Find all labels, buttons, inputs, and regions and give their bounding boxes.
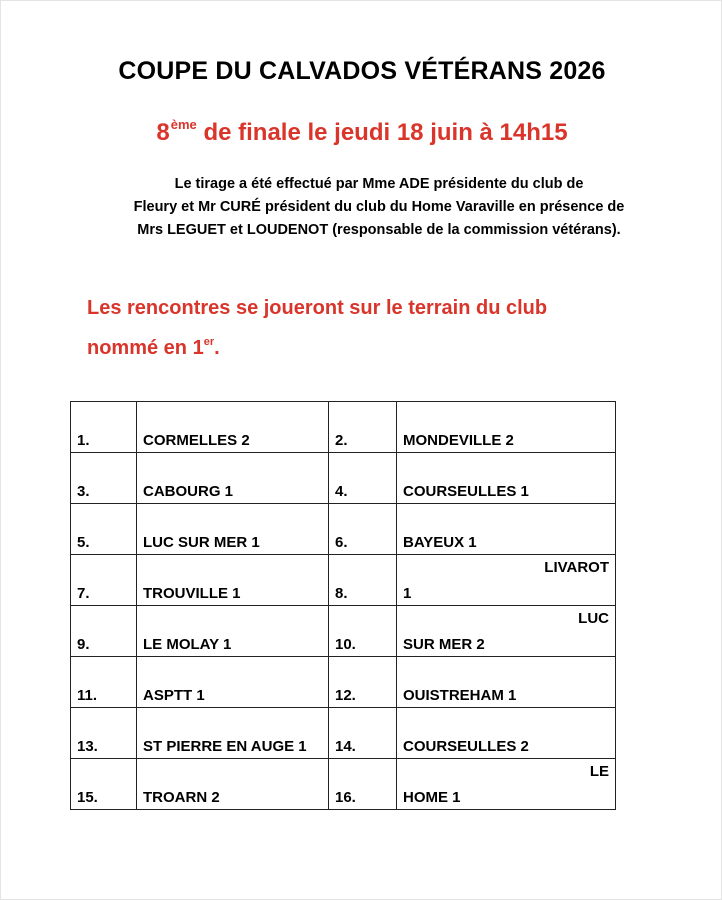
away-team: COURSEULLES 2 — [397, 708, 616, 759]
home-team: CABOURG 1 — [137, 453, 329, 504]
table-row — [71, 453, 616, 504]
away-team-remainder: 1 — [403, 585, 412, 602]
home-team: CORMELLES 2 — [137, 402, 329, 453]
away-team: OUISTREHAM 1 — [397, 657, 616, 708]
round-number: 8 — [156, 119, 170, 146]
home-team: LE MOLAY 1 — [137, 606, 329, 657]
home-seed-number: 3. — [71, 453, 137, 504]
round-suffix: ème — [170, 117, 197, 132]
home-seed-number: 15. — [71, 759, 137, 810]
away-seed-number: 2. — [329, 402, 397, 453]
table-row — [71, 555, 616, 606]
away-team: BAYEUX 1 — [397, 504, 616, 555]
away-team-wrapped-part: LE — [589, 763, 609, 780]
draw-table-body — [71, 402, 616, 810]
page-title: COUPE DU CALVADOS VÉTÉRANS 2026 — [118, 57, 606, 85]
match-date-heading — [1, 117, 722, 147]
venue-note-line: Les rencontres se joueront sur le terrain du club — [87, 297, 548, 319]
home-seed-number: 9. — [71, 606, 137, 657]
table-row — [71, 759, 616, 810]
home-team: ASPTT 1 — [137, 657, 329, 708]
away-team-remainder: SUR MER 2 — [403, 636, 485, 653]
away-team-wrapped-part: LIVAROT — [544, 559, 609, 576]
venue-note-end: . — [214, 337, 220, 359]
home-team: ST PIERRE EN AUGE 1 — [137, 708, 329, 759]
home-seed-number: 7. — [71, 555, 137, 606]
intro-line: Le tirage a été effectué par Mme ADE présidente du club de — [174, 176, 584, 192]
away-team — [397, 606, 616, 657]
intro-line: Mrs LEGUET et LOUDENOT (responsable de la commission vétérans). — [137, 222, 621, 238]
away-seed-number: 10. — [329, 606, 397, 657]
intro-line: Fleury et Mr CURÉ président du club du Home Varaville en présence de — [133, 199, 625, 215]
home-seed-number: 5. — [71, 504, 137, 555]
home-team: TROARN 2 — [137, 759, 329, 810]
away-seed-number: 14. — [329, 708, 397, 759]
away-seed-number: 6. — [329, 504, 397, 555]
away-team-remainder: HOME 1 — [403, 789, 461, 806]
round-date-text: de finale le jeudi 18 juin à 14h15 — [196, 119, 568, 146]
home-team: TROUVILLE 1 — [137, 555, 329, 606]
away-seed-number: 8. — [329, 555, 397, 606]
home-seed-number: 11. — [71, 657, 137, 708]
away-seed-number: 16. — [329, 759, 397, 810]
venue-note-superscript: er — [203, 336, 215, 348]
venue-note-text: nommé en 1 — [87, 337, 204, 359]
away-team-wrapped-part: LUC — [578, 610, 609, 627]
table-row — [71, 606, 616, 657]
table-row — [71, 402, 616, 453]
home-team: LUC SUR MER 1 — [137, 504, 329, 555]
away-team — [397, 555, 616, 606]
venue-note-line — [87, 325, 647, 365]
table-row — [71, 504, 616, 555]
away-team: MONDEVILLE 2 — [397, 402, 616, 453]
away-team — [397, 759, 616, 810]
table-row — [71, 708, 616, 759]
draw-intro-paragraph — [109, 173, 649, 242]
home-seed-number: 13. — [71, 708, 137, 759]
venue-note — [87, 291, 647, 365]
home-seed-number: 1. — [71, 402, 137, 453]
table-row — [71, 657, 616, 708]
away-team: COURSEULLES 1 — [397, 453, 616, 504]
away-seed-number: 4. — [329, 453, 397, 504]
away-seed-number: 12. — [329, 657, 397, 708]
draw-table — [70, 401, 616, 810]
